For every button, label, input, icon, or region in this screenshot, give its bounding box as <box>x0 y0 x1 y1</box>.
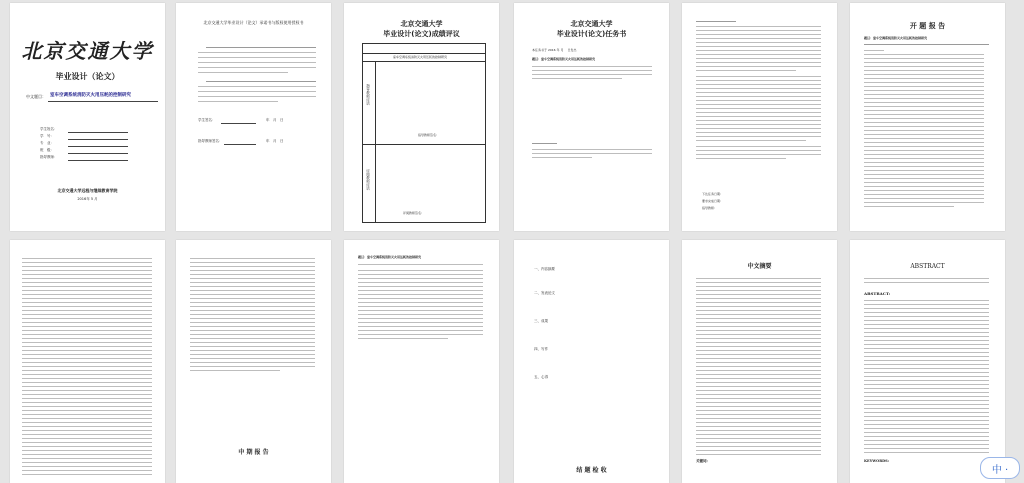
opening-report-title: 开 题 报 告 <box>909 22 946 30</box>
evaluation-table: 室车空调系统消防灭火用压耗的控制研究 指导教师评语 评阅教师评语 指导教师签名： 评阅教师签名： <box>362 43 486 223</box>
page-chinese-abstract: 中文摘要 关键词： <box>682 240 837 483</box>
doc-title: 毕业设计（论文） <box>55 72 120 81</box>
thesis-label: 中文题目： <box>26 94 46 99</box>
chinese-abstract-title: 中文摘要 <box>747 263 772 270</box>
page-opening-report: 开 题 报 告 题目：室车空调系统消防灭火用压耗的控制研究 <box>850 3 1005 231</box>
thesis-title: 室车空调系统消防灭火用压耗的控制研究 <box>50 93 131 98</box>
school-calligraphy: 北京交通大学 <box>21 39 154 63</box>
page-evaluation <box>344 3 499 231</box>
english-abstract-title: ABSTRACT <box>910 263 945 270</box>
advisor-signature-label: 指导教师签名： <box>198 139 223 143</box>
eval-title-1: 北京交通大学 <box>400 20 443 28</box>
task-title-2: 毕业设计(论文)任务书 <box>556 30 627 38</box>
final-check-title: 结 题 检 收 <box>576 467 607 474</box>
page-task-book: 北京交通大学 毕业设计(论文)任务书 本任务书于 2016 年 月 日发出 题目：室车空调系统消防灭火用压耗的控制研究 <box>514 3 669 231</box>
page-task-content: 下达任务日期： 要求完成日期： 指导教师： <box>682 3 837 231</box>
page-cover: 北京交通大学 毕业设计（论文） 中文题目： 室车空调系统消防灭火用压耗的控制研究 学生姓名： 学 号： 专 业： 班 级： 指导教师： 北京交通大学远程与继续教育学院 2016年 5 月 <box>10 3 165 231</box>
floating-widget[interactable]: 中 · <box>980 457 1020 479</box>
page-english-abstract: ABSTRACT ABSTRACT: KEYWORDS: <box>850 240 1005 483</box>
student-signature-label: 学生签名： <box>198 118 216 122</box>
page-midterm-form: 题目：室车空调系统消防灭火用压耗的控制研究 <box>344 240 499 483</box>
cover-date: 2016年 5 月 <box>77 197 98 201</box>
page-declaration: 北京交通大学毕业设计（论文）承诺书与版权使用授权书 学生签名： 年 月 日 指导教师签名： 年 月 日 <box>176 3 331 231</box>
midterm-report-title: 中 期 报 告 <box>238 449 269 456</box>
declaration-heading: 北京交通大学毕业设计（论文）承诺书与版权使用授权书 <box>203 20 304 25</box>
page-body-text <box>10 240 165 483</box>
page-midterm-report <box>176 240 331 483</box>
task-title-1: 北京交通大学 <box>570 20 613 28</box>
page-final-check: 一、内容摘要 二、发表论文 三、成果 四、写作 五、心得 结 题 检 收 <box>514 240 669 483</box>
cover-institute: 北京交通大学远程与继续教育学院 <box>57 188 118 193</box>
eval-title-2: 毕业设计(论文)成绩评议 <box>383 30 460 38</box>
